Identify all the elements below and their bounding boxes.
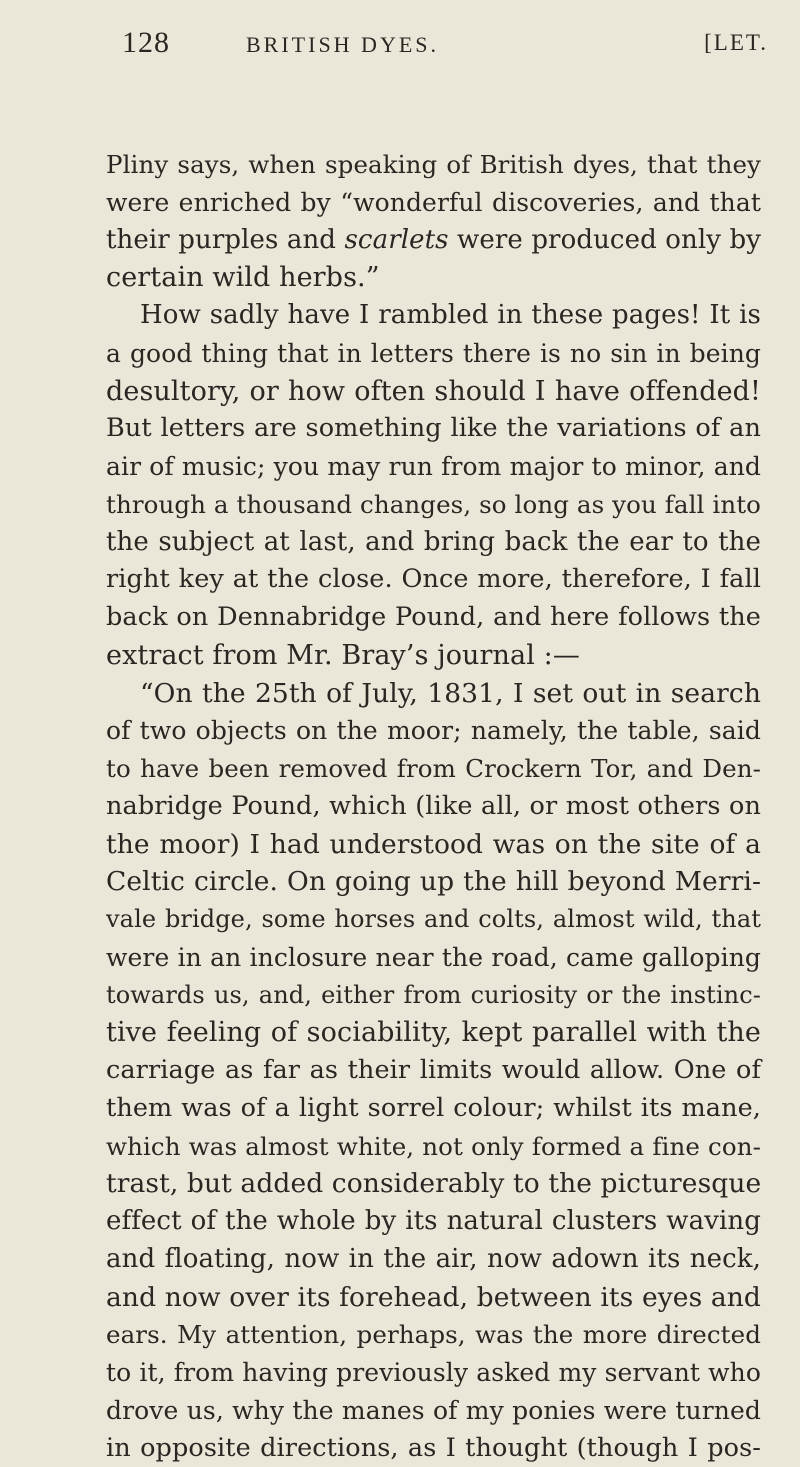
- text-line: which was almost white, not only formed a fine con-: [106, 1128, 761, 1166]
- text-line: and floating, now in the air, now adown its neck,: [106, 1241, 761, 1279]
- text-line: “On the 25th of July, 1831, I set out in search: [106, 675, 761, 713]
- text-line: effect of the whole by its natural clusters waving: [106, 1203, 761, 1241]
- text-line: drove us, why the manes of my ponies were turned: [106, 1392, 761, 1430]
- running-section: [LET.: [704, 30, 768, 56]
- text-line: vale bridge, some horses and colts, almost wild, that: [106, 901, 761, 939]
- text-line: air of music; you may run from major to minor, and: [106, 448, 761, 486]
- text-line: But letters are something like the variations of an: [106, 410, 761, 448]
- text-line: carriage as far as their limits would allow. One of: [106, 1052, 761, 1090]
- page-number: 128: [122, 26, 170, 60]
- text-line: were in an inclosure near the road, came galloping: [106, 939, 761, 977]
- text-line: and now over its forehead, between its eyes and: [106, 1279, 761, 1317]
- running-title: BRITISH DYES.: [246, 32, 439, 58]
- text-line: desultory, or how often should I have offended!: [106, 373, 761, 411]
- text-line: extract from Mr. Bray’s journal :—: [106, 637, 761, 675]
- text-line: of two objects on the moor; namely, the table, said: [106, 712, 761, 750]
- text-line: trast, but added considerably to the picturesque: [106, 1165, 761, 1203]
- body-text: [106, 146, 761, 1467]
- text-line: Celtic circle. On going up the hill beyond Merri-: [106, 863, 761, 901]
- running-head: [98, 26, 768, 62]
- text-line: to have been removed from Crockern Tor, and Den-: [106, 750, 761, 788]
- text-line: back on Dennabridge Pound, and here follows the: [106, 599, 761, 637]
- text-line: them was of a light sorrel colour; whilst its mane,: [106, 1090, 761, 1128]
- italic-word: scarlets: [344, 225, 448, 255]
- text-line: right key at the close. Once more, therefore, I fall: [106, 561, 761, 599]
- text-line: Pliny says, when speaking of British dyes, that they: [106, 146, 761, 184]
- text-line: the subject at last, and bring back the ear to the: [106, 524, 761, 562]
- text-line: tive feeling of sociability, kept parallel with the: [106, 1014, 761, 1052]
- text-line: their purples and scarlets were produced only by: [106, 222, 761, 260]
- text-line: the moor) I had understood was on the site of a: [106, 826, 761, 864]
- text-line: were enriched by “wonderful discoveries, and that: [106, 184, 761, 222]
- text-line: a good thing that in letters there is no sin in being: [106, 335, 761, 373]
- text-line: to it, from having previously asked my servant who: [106, 1354, 761, 1392]
- text-line: How sadly have I rambled in these pages! It is: [106, 297, 761, 335]
- text-line: through a thousand changes, so long as you fall into: [106, 486, 761, 524]
- text-line: towards us, and, either from curiosity or the instinc-: [106, 977, 761, 1015]
- text-line: nabridge Pound, which (like all, or most others on: [106, 788, 761, 826]
- text-line: certain wild herbs.”: [106, 259, 761, 297]
- text-line: ears. My attention, perhaps, was the more directed: [106, 1316, 761, 1354]
- text-line: in opposite directions, as I thought (though I pos-: [106, 1430, 761, 1467]
